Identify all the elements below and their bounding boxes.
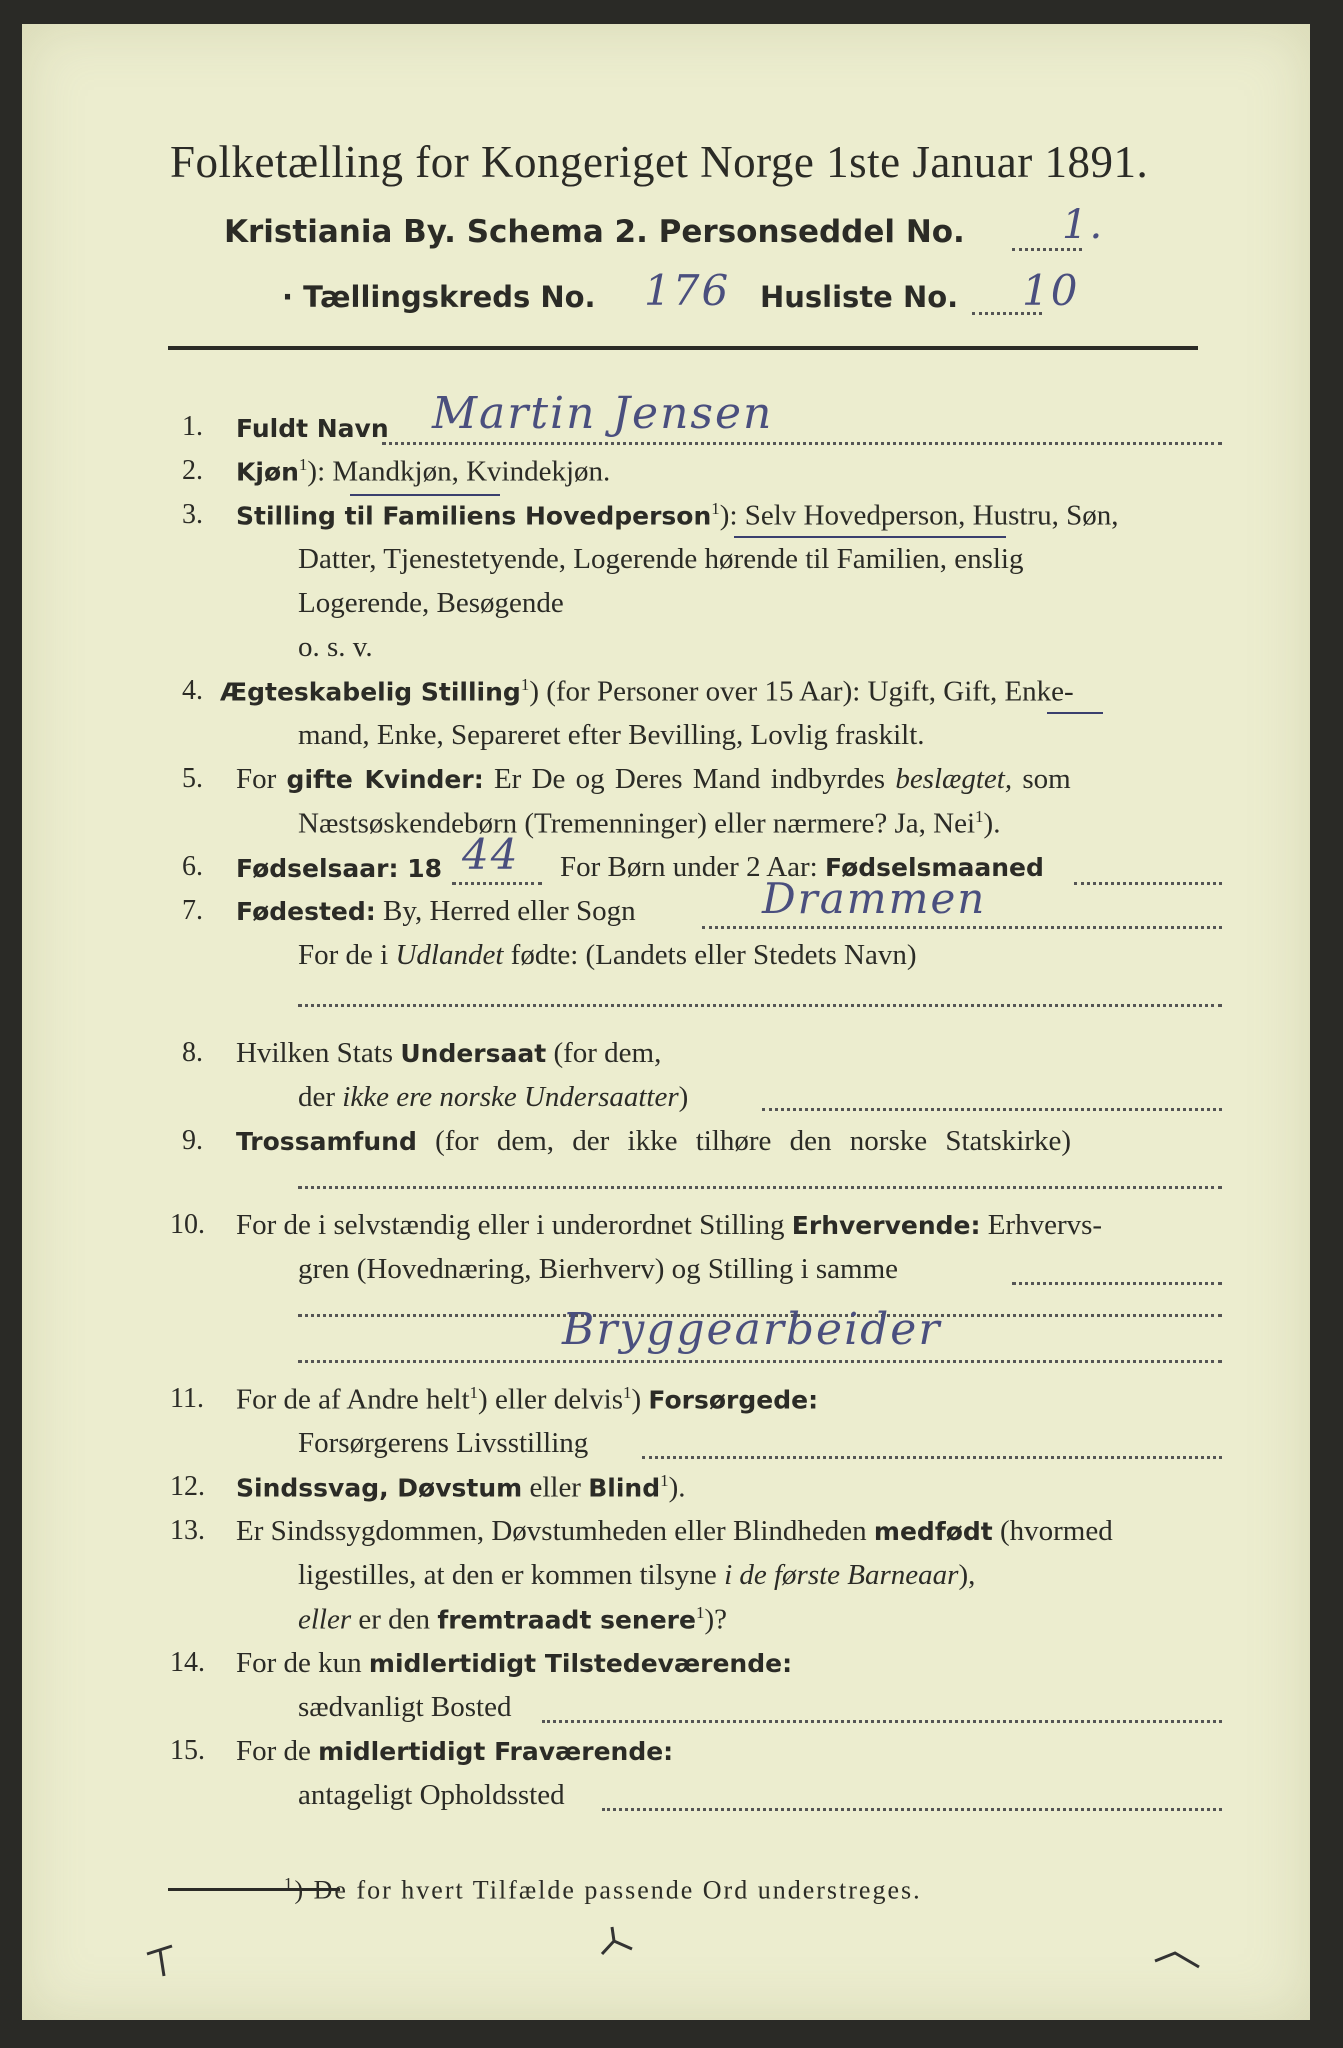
header-line-2 [224, 214, 965, 250]
item-5-line-2-text: Næstsøskendebørn (Tremenninger) eller nærmere? Ja, Nei [298, 807, 976, 840]
item-1-dots [382, 442, 1222, 445]
item-7-line-2-end: fødte: (Landets eller Stedets Navn) [510, 939, 917, 971]
item-13-end: (hvormed [999, 1515, 1113, 1547]
item-7-label: Fødested: [236, 897, 376, 926]
item-12-text [236, 1471, 686, 1505]
footnote-text: ) De for hvert Tilfælde passende Ord understreges. [294, 1875, 922, 1905]
item-13-line-3-bold: fremtraadt senere [437, 1605, 696, 1635]
item-7-place-value: Drammen [762, 874, 987, 923]
item-6-month-dots [1074, 882, 1222, 885]
item-2-number: 2. [182, 455, 203, 486]
corner-mark-left-icon [142, 1934, 192, 1984]
item-7-text [236, 895, 636, 928]
item-4-number: 4. [182, 675, 203, 706]
item-4-line-2: mand, Enke, Separeret efter Bevilling, Lovlig fraskilt. [298, 719, 925, 751]
item-10-occupation-value: Bryggearbeider [562, 1304, 942, 1355]
item-10-pre: For de i selvstændig eller i underordnet Stilling [236, 1209, 785, 1241]
kreds-label: · Tællingskreds No. [282, 280, 596, 314]
item-9-rest: (for dem, der ikke tilhøre den norske Statskirke) [435, 1125, 1071, 1157]
item-6-label: Fødselsaar: 18 [236, 854, 442, 883]
item-6-mid-text: For Børn under 2 Aar: [560, 851, 818, 883]
item-7-number: 7. [182, 895, 203, 926]
item-8-line-2-end: ) [678, 1081, 689, 1113]
item-2-rest: ): Mandkjøn, Kvindekjøn. [307, 455, 611, 488]
item-5-end: som [1022, 763, 1071, 795]
item-3-line-3: Logerende, Besøgende [298, 587, 564, 619]
item-3-line-2: Datter, Tjenestetyende, Logerende hørende til Familien, enslig [298, 543, 1024, 575]
item-14-line-2: sædvanligt Bosted [298, 1691, 512, 1723]
item-8-pre: Hvilken Stats [236, 1037, 394, 1069]
item-4-underline [1047, 712, 1103, 714]
item-6-number: 6. [182, 851, 203, 882]
item-3-number: 3. [182, 499, 203, 530]
corner-mark-right-icon [1147, 1939, 1207, 1979]
item-13-text [236, 1515, 1113, 1548]
item-10-bold: Erhvervende: [791, 1211, 981, 1240]
item-13-line-2 [298, 1559, 975, 1592]
item-12-number: 12. [170, 1471, 205, 1502]
item-10-text [236, 1209, 1102, 1242]
item-8-line-2-pre: der [298, 1081, 336, 1113]
item-11-mid: ) eller delvis [478, 1383, 623, 1416]
item-12-sup: 1 [660, 1471, 669, 1490]
item-13-line-3-italic: eller [298, 1603, 352, 1636]
item-3-underline [734, 536, 1006, 538]
item-4-rest: ) (for Personer over 15 Aar): Ugift, Gift, Enke- [529, 675, 1074, 708]
item-3-rest: ): Selv Hovedperson, Hustru, Søn, [719, 499, 1119, 532]
item-7-rest: By, Herred eller Sogn [383, 895, 636, 927]
header-rule [168, 346, 1198, 350]
item-6-year-dots [452, 882, 542, 885]
item-2-label: Kjøn [236, 457, 299, 487]
item-10-line-4-dots [298, 1360, 1222, 1363]
personseddel-no-value: 1. [1062, 202, 1105, 248]
item-13-line-2-end: ), [958, 1559, 976, 1591]
item-8-bold: Undersaat [400, 1039, 547, 1068]
item-13-bold: medfødt [873, 1517, 993, 1546]
item-15-pre: For de [236, 1735, 311, 1767]
item-9-text [236, 1125, 1071, 1158]
item-3-label: Stilling til Familiens Hovedperson [236, 501, 712, 531]
item-8-number: 8. [182, 1037, 203, 1068]
item-7-line-3-dots [298, 1004, 1222, 1007]
item-12-bold-2: Blind [588, 1473, 661, 1503]
item-11-pre: For de af Andre helt [236, 1383, 470, 1416]
husliste-label: Husliste No. [760, 280, 959, 314]
item-1-name-value: Martin Jensen [432, 388, 774, 439]
item-10-line-2-dots [1012, 1282, 1222, 1285]
item-11-dots [642, 1456, 1222, 1459]
item-15-line-2: antageligt Opholdssted [298, 1779, 565, 1811]
item-8-end: (for dem, [553, 1037, 662, 1069]
item-11-text: For de af Andre helt$^1$) eller delvis$^1$) Forsørgede: [236, 1383, 819, 1416]
item-5-line-2 [298, 807, 1000, 841]
header-line-2-text: Kristiania By. Schema 2. Personseddel No. [224, 214, 965, 250]
item-13-sup: 1 [695, 1603, 705, 1622]
item-13-line-2-pre: ligestilles, at den er kommen tilsyne [298, 1559, 717, 1591]
item-13-line-3 [298, 1603, 727, 1637]
item-11-sup-1: 1 [469, 1383, 479, 1402]
item-11-sup-2: 1 [623, 1383, 632, 1402]
item-10-number: 10. [170, 1209, 205, 1240]
item-5-mid: Er De og Deres Mand indbyrdes [493, 763, 886, 795]
item-9-number: 9. [182, 1125, 203, 1156]
item-4-sup: 1 [520, 675, 530, 694]
item-5-sup: 1 [975, 807, 984, 826]
item-7-line-2 [298, 939, 917, 972]
item-4-text [220, 675, 1074, 709]
item-3-line-4: o. s. v. [298, 631, 373, 663]
item-13-line-3-mid: er den [358, 1603, 431, 1636]
item-15-number: 15. [170, 1735, 205, 1766]
item-10-line-2: gren (Hovednæring, Bierhverv) og Stilling i samme [298, 1253, 899, 1285]
item-1-label: Fuldt Navn [236, 414, 389, 443]
item-13-line-2-italic: i de første Barneaar [724, 1559, 959, 1591]
item-6-year-value: 44 [462, 830, 520, 879]
item-11-number: 11. [170, 1383, 204, 1414]
item-3-sup: 1 [711, 499, 720, 518]
item-14-number: 14. [170, 1647, 205, 1678]
item-15-dots [602, 1808, 1222, 1811]
census-form-sheet [22, 24, 1310, 2020]
item-13-number: 13. [170, 1515, 205, 1546]
item-15-text [236, 1735, 673, 1768]
item-13-pre: Er Sindssygdommen, Døvstumheden eller Blindheden [236, 1515, 867, 1547]
item-3-text [236, 499, 1119, 533]
item-7-line-2-italic: Udlandet [395, 939, 504, 971]
item-1-number: 1. [182, 411, 203, 442]
item-2-underline [350, 494, 500, 496]
item-14-dots [542, 1720, 1222, 1723]
footnote [284, 1874, 922, 1906]
item-14-text [236, 1647, 792, 1680]
footnote-sup: 1 [284, 1874, 295, 1893]
item-8-dots [762, 1108, 1222, 1111]
item-8-line-2 [298, 1081, 688, 1114]
item-5-pre: For [236, 763, 277, 795]
item-4-label: Ægteskabelig Stilling [220, 677, 521, 707]
item-13-line-3-end: )? [704, 1603, 727, 1636]
item-5-line-2-end: ). [983, 807, 1001, 840]
item-12-mid: eller [529, 1471, 581, 1504]
husliste-no-value: 10 [1022, 266, 1080, 315]
item-2-sup: 1 [298, 455, 308, 474]
form-title: Folketælling for Kongeriget Norge 1ste Januar 1891. [170, 137, 1149, 187]
item-5-italic: beslægtet, [895, 763, 1013, 795]
item-9-line-2-dots [298, 1186, 1222, 1189]
item-2-text [236, 455, 610, 489]
kreds-no-value: 176 [644, 266, 731, 315]
item-11-bold: Forsørgede: [648, 1385, 819, 1415]
item-10-end: Erhvervs- [987, 1209, 1103, 1241]
item-14-bold: midlertidigt Tilstedeværende: [368, 1649, 793, 1678]
item-7-line-2-pre: For de i [298, 939, 389, 971]
item-12-end: ). [668, 1471, 686, 1504]
item-5-label: gifte Kvinder: [286, 765, 484, 794]
corner-mark-center-icon [592, 1919, 642, 1969]
item-8-line-2-italic: ikke ere norske Undersaatter [342, 1081, 679, 1113]
item-7-dots [702, 926, 1222, 929]
item-9-bold: Trossamfund [236, 1127, 417, 1156]
item-5-number: 5. [182, 763, 203, 794]
item-5-text [236, 763, 1071, 796]
item-15-bold: midlertidigt Fraværende: [318, 1737, 674, 1766]
personseddel-dots [1012, 248, 1082, 251]
header-line-3 [282, 280, 596, 314]
item-11-line-2: Forsørgerens Livsstilling [298, 1427, 589, 1459]
item-14-pre: For de kun [236, 1647, 362, 1679]
item-8-text [236, 1037, 661, 1070]
item-6-bold: Fødselsmaaned [825, 853, 1044, 882]
item-12-bold: Sindssvag, Døvstum [236, 1473, 523, 1503]
